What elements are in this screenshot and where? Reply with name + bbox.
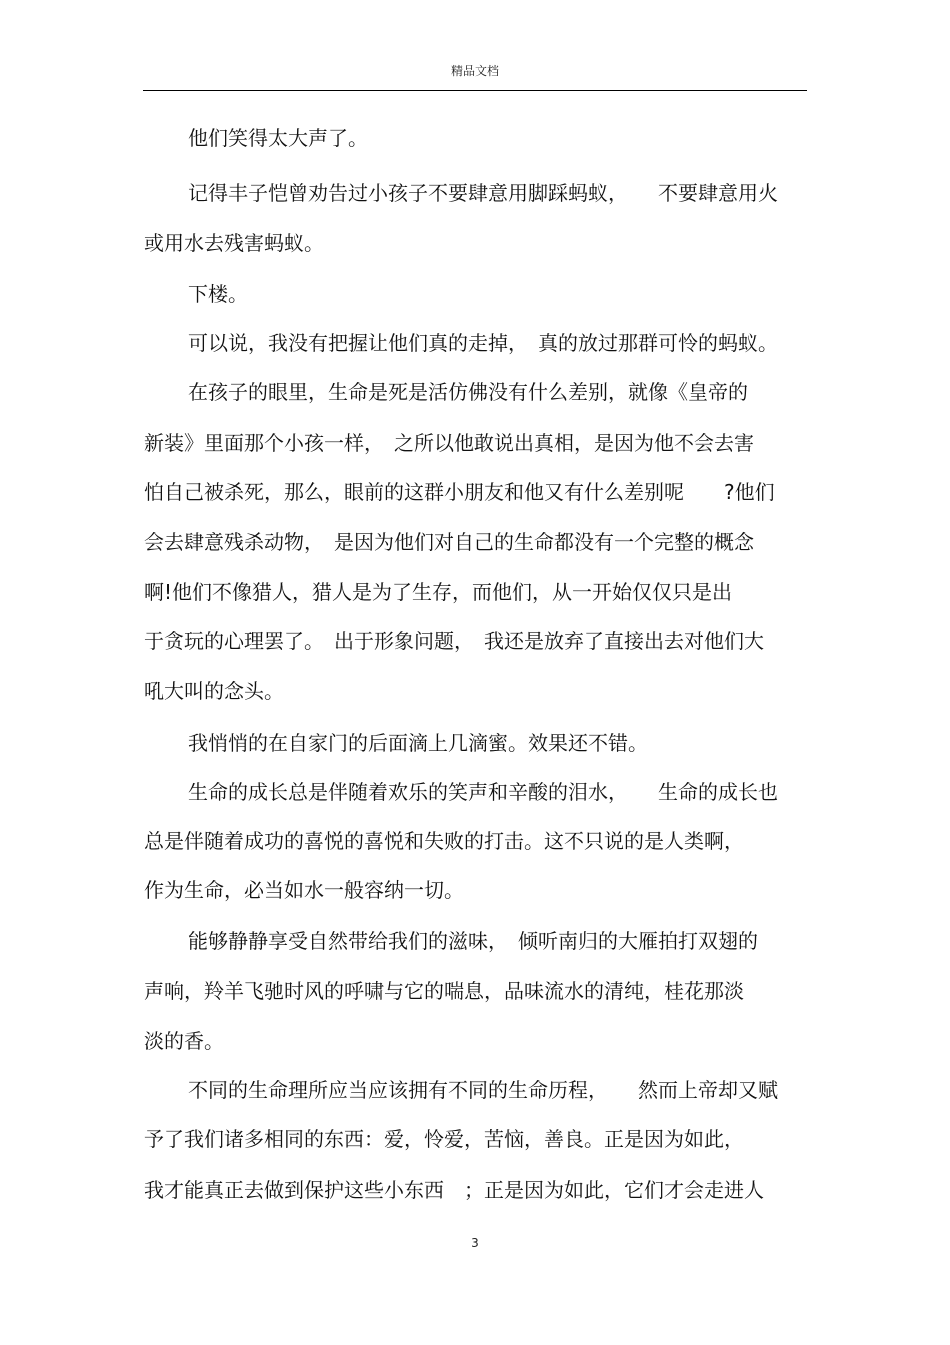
text-line: 记得丰子恺曾劝告过小孩子不要肆意用脚踩蚂蚁， 不要肆意用火 [188,181,778,205]
text-line: 能够静静享受自然带给我们的滋味， 倾听南归的大雁拍打双翅的 [188,929,758,953]
text-line: 生命的成长总是伴随着欢乐的笑声和辛酸的泪水， 生命的成长也 [188,780,778,804]
text-line: 我悄悄的在自家门的后面滴上几滴蜜。效果还不错。 [188,731,648,755]
text-line: 会去肆意残杀动物， 是因为他们对自己的生命都没有一个完整的概念 [144,530,754,554]
text-line: 他们笑得太大声了。 [188,126,368,150]
text-line: 啊!他们不像猎人，猎人是为了生存，而他们，从一开始仅仅只是出 [144,580,733,604]
text-line: 或用水去残害蚂蚁。 [144,231,324,255]
page-number: 3 [471,1236,479,1250]
text-line: 声响，羚羊飞驰时风的呼啸与它的喘息，品味流水的清纯，桂花那淡 [144,979,744,1003]
text-line: 于贪玩的心理罢了。 出于形象问题， 我还是放弃了直接出去对他们大 [144,629,764,653]
text-line: 作为生命，必当如水一般容纳一切。 [144,878,464,902]
text-line: 下楼。 [188,282,248,306]
text-line: 在孩子的眼里，生命是死是活仿佛没有什么差别，就像《皇帝的 [188,380,748,404]
text-line: 吼大叫的念头。 [144,679,284,703]
text-line: 淡的香。 [144,1029,224,1053]
page-header: 精品文档 [450,64,499,78]
header-divider [143,90,807,91]
text-line: 我才能真正去做到保护这些小东西 ；正是因为如此，它们才会走进人 [144,1178,764,1202]
text-line: 可以说，我没有把握让他们真的走掉， 真的放过那群可怜的蚂蚁。 [188,331,778,355]
text-line: 怕自己被杀死，那么，眼前的这群小朋友和他又有什么差别呢 ?他们 [144,480,775,504]
text-line: 不同的生命理所应当应该拥有不同的生命历程， 然而上帝却又赋 [188,1078,778,1102]
text-line: 总是伴随着成功的喜悦的喜悦和失败的打击。这不只说的是人类啊， [144,829,744,853]
text-line: 新装》里面那个小孩一样， 之所以他敢说出真相，是因为他不会去害 [144,431,754,455]
text-line: 予了我们诸多相同的东西：爱，怜爱，苦恼，善良。正是因为如此， [144,1127,744,1151]
